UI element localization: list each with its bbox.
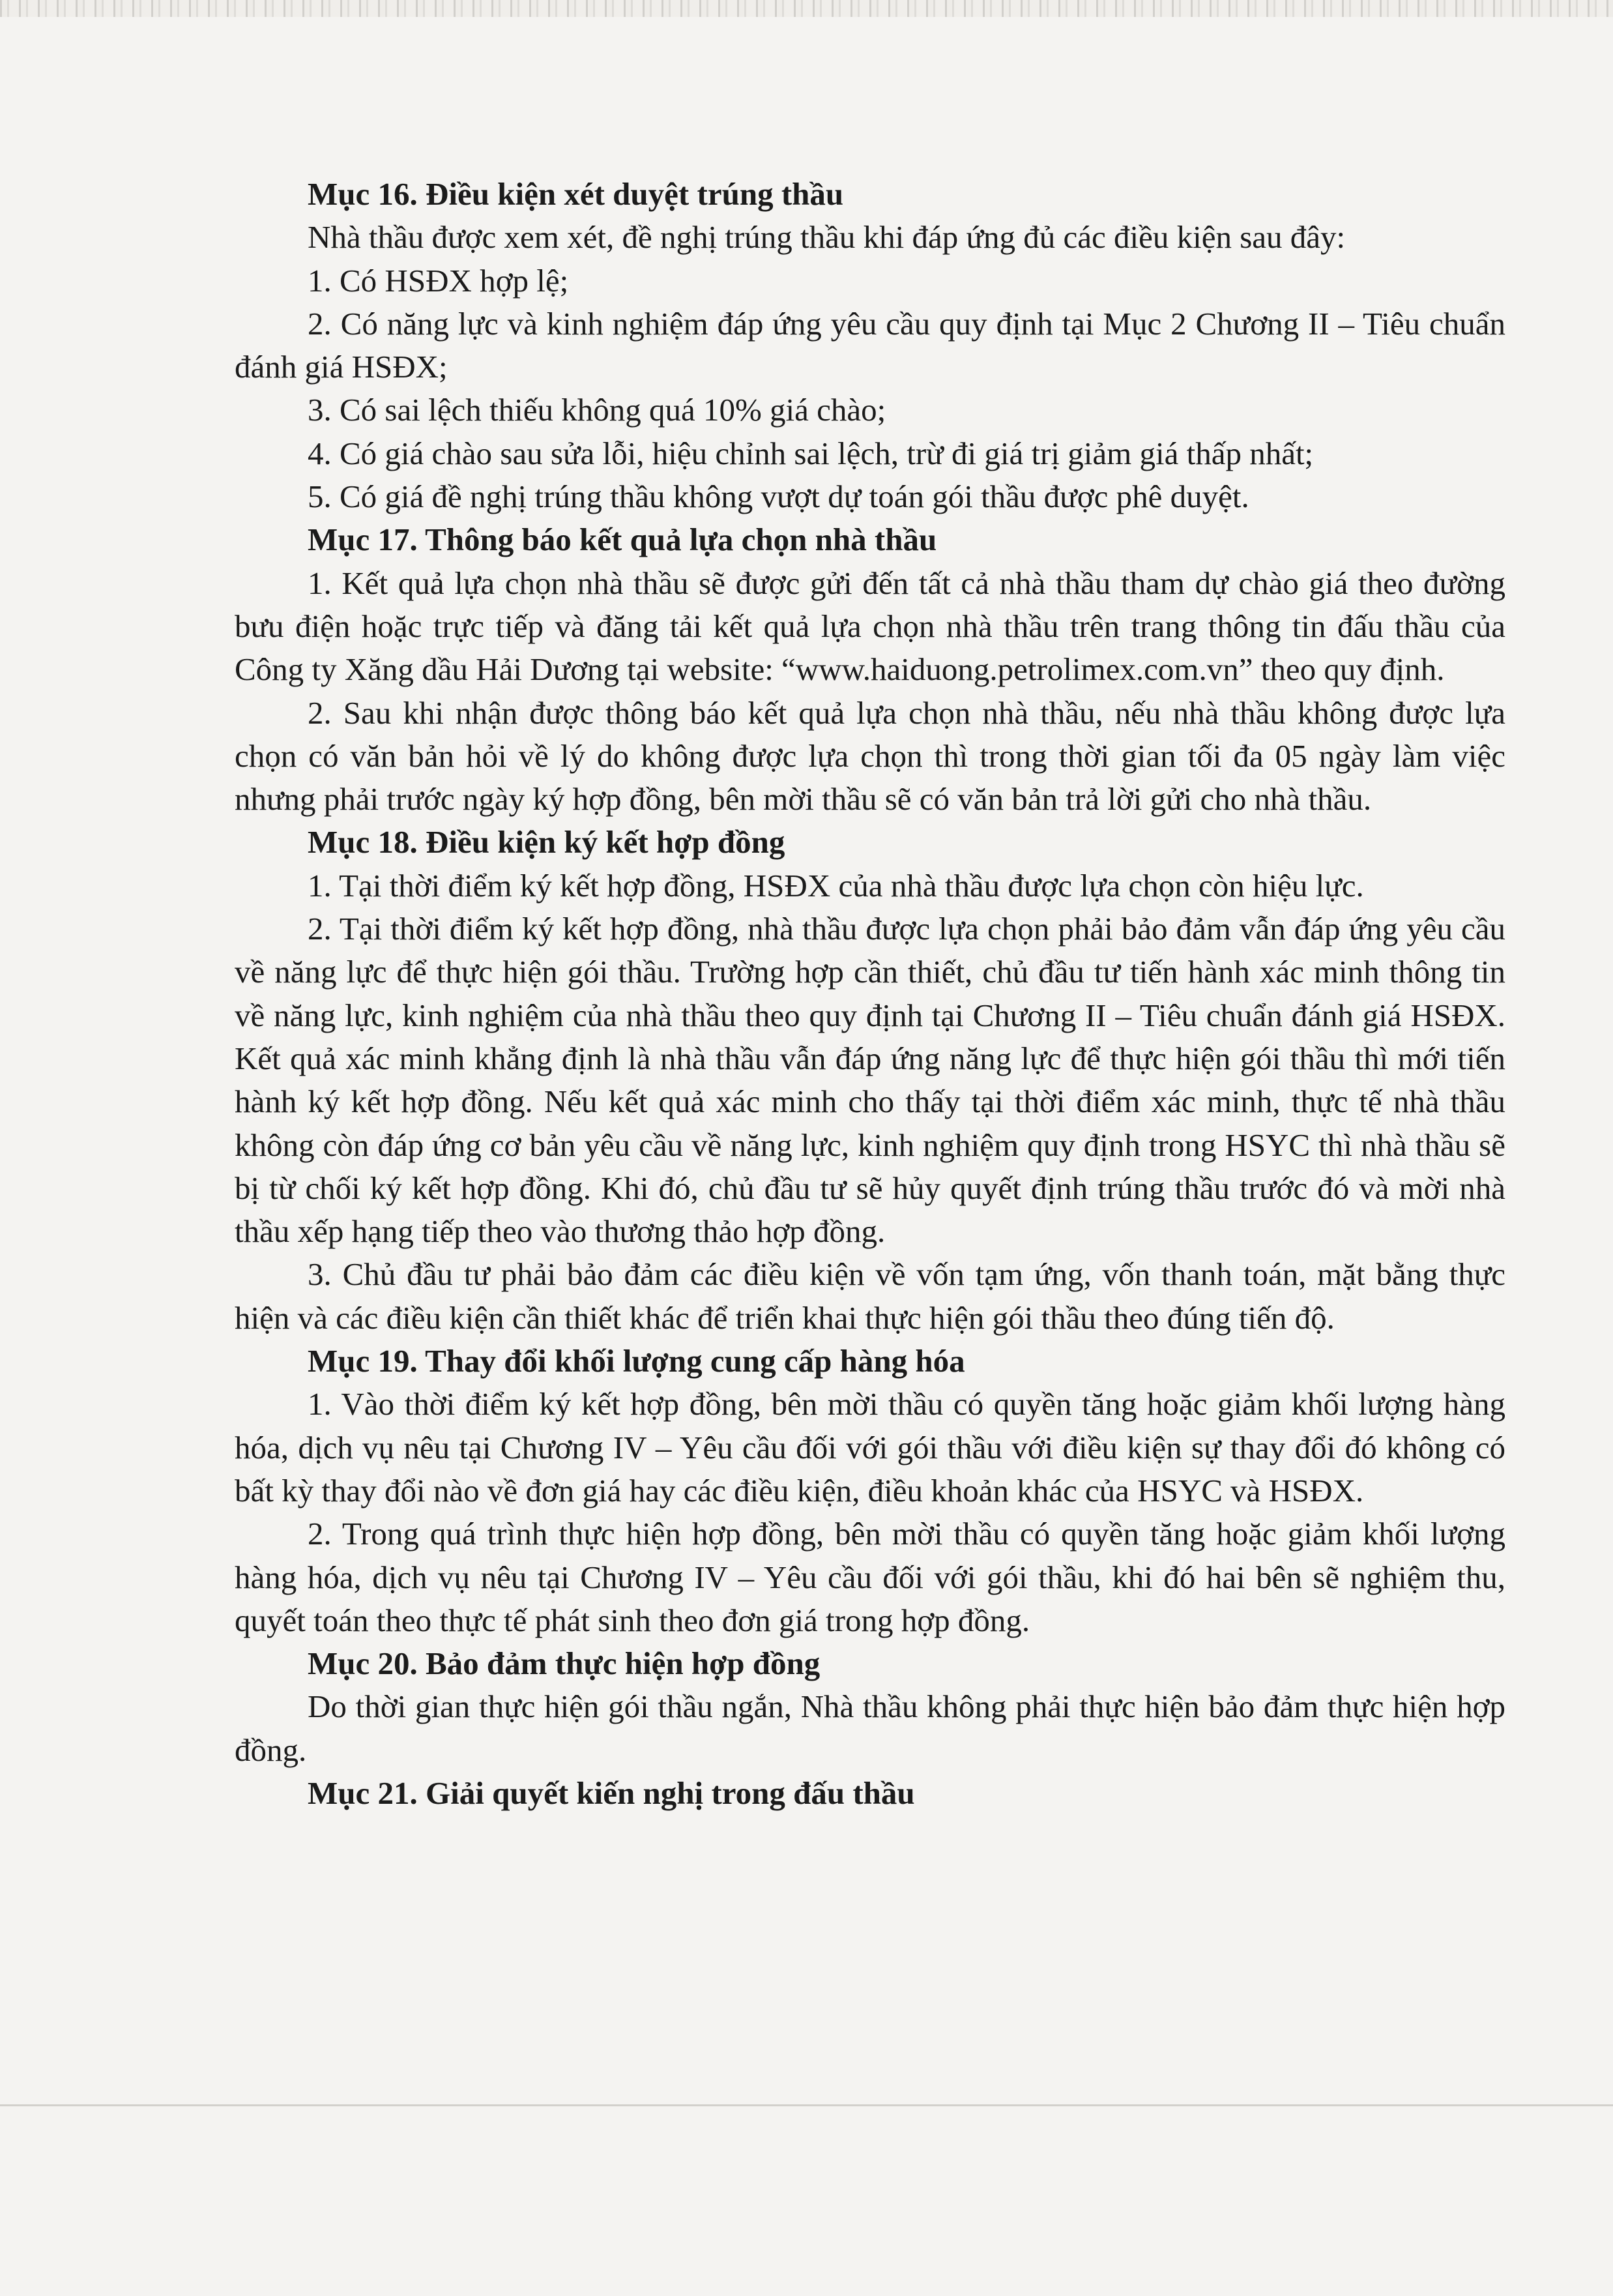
- section-16-item-4: 4. Có giá chào sau sửa lỗi, hiệu chỉnh sai lệch, trừ đi giá trị giảm giá thấp nhất;: [308, 435, 1314, 471]
- section-16-item-5: 5. Có giá đề nghị trúng thầu không vượt dự toán gói thầu được phê duyệt.: [308, 478, 1249, 515]
- section-20-paragraph-1: Do thời gian thực hiện gói thầu ngắn, Nhà thầu không phải thực hiện bảo đảm thực hiện hợp đồng.: [235, 1688, 1505, 1768]
- section-17-paragraph-1: 1. Kết quả lựa chọn nhà thầu sẽ được gửi đến tất cả nhà thầu tham dự chào giá theo đường bưu điện hoặc trực tiếp và đăng tải kết quả lựa chọn nhà thầu trên trang thông tin đấu thầu của Công ty Xăng dầu Hải Dương tại website: “www.haiduong.petrolimex.com.vn” theo quy định.: [235, 565, 1505, 688]
- section-18-heading: Mục 18. Điều kiện ký kết hợp đồng: [308, 824, 785, 861]
- section-18-paragraph-1: 1. Tại thời điểm ký kết hợp đồng, HSĐX của nhà thầu được lựa chọn còn hiệu lực.: [308, 867, 1364, 904]
- section-19-paragraph-2: 2. Trong quá trình thực hiện hợp đồng, bên mời thầu có quyền tăng hoặc giảm khối lượng hàng hóa, dịch vụ nêu tại Chương IV – Yêu cầu đối với gói thầu, khi đó hai bên sẽ nghiệm thu, quyết toán theo thực tế phát sinh theo đơn giá trong hợp đồng.: [235, 1516, 1505, 1638]
- section-17-heading: Mục 17. Thông báo kết quả lựa chọn nhà thầu: [308, 522, 937, 558]
- section-16-intro: Nhà thầu được xem xét, đề nghị trúng thầu khi đáp ứng đủ các điều kiện sau đây:: [308, 219, 1346, 256]
- section-20-heading: Mục 20. Bảo đảm thực hiện hợp đồng: [308, 1645, 821, 1682]
- section-18-paragraph-2: 2. Tại thời điểm ký kết hợp đồng, nhà thầu được lựa chọn phải bảo đảm vẫn đáp ứng yêu cầu về năng lực để thực hiện gói thầu. Trường hợp cần thiết, chủ đầu tư tiến hành xác minh thông tin về năng lực, kinh nghiệm của nhà thầu theo quy định tại Chương II – Tiêu chuẩn đánh giá HSĐX. Kết quả xác minh khẳng định là nhà thầu vẫn đáp ứng năng lực để thực hiện gói thầu thì mới tiến hành ký kết hợp đồng. Nếu kết quả xác minh cho thấy tại thời điểm xác minh, thực tế nhà thầu không còn đáp ứng cơ bản yêu cầu về năng lực, kinh nghiệm quy định trong HSYC thì nhà thầu sẽ bị từ chối ký kết hợp đồng. Khi đó, chủ đầu tư sẽ hủy quyết định trúng thầu trước đó và mời nhà thầu xếp hạng tiếp theo vào thương thảo hợp đồng.: [235, 911, 1505, 1250]
- section-16-heading: Mục 16. Điều kiện xét duyệt trúng thầu: [308, 176, 844, 212]
- document-page: [235, 173, 1505, 1815]
- section-19-paragraph-1: 1. Vào thời điểm ký kết hợp đồng, bên mời thầu có quyền tăng hoặc giảm khối lượng hàng hóa, dịch vụ nêu tại Chương IV – Yêu cầu đối với gói thầu với điều kiện sự thay đổi đó không có bất kỳ thay đổi nào về đơn giá hay các điều kiện, điều khoản khác của HSYC và HSĐX.: [235, 1386, 1505, 1509]
- section-19-heading: Mục 19. Thay đổi khối lượng cung cấp hàng hóa: [308, 1343, 965, 1379]
- section-16-item-3: 3. Có sai lệch thiếu không quá 10% giá chào;: [308, 392, 886, 428]
- section-16-item-2: 2. Có năng lực và kinh nghiệm đáp ứng yêu cầu quy định tại Mục 2 Chương II – Tiêu chuẩn đánh giá HSĐX;: [235, 305, 1505, 385]
- section-21-heading: Mục 21. Giải quyết kiến nghị trong đấu thầu: [308, 1774, 915, 1811]
- scan-edge-artifact: [0, 0, 1613, 17]
- section-17-paragraph-2: 2. Sau khi nhận được thông báo kết quả lựa chọn nhà thầu, nếu nhà thầu không được lựa chọn có văn bản hỏi về lý do không được lựa chọn thì trong thời gian tối đa 05 ngày làm việc nhưng phải trước ngày ký hợp đồng, bên mời thầu sẽ có văn bản trả lời gửi cho nhà thầu.: [235, 694, 1505, 817]
- section-16-item-1: 1. Có HSĐX hợp lệ;: [308, 262, 569, 299]
- section-18-paragraph-3: 3. Chủ đầu tư phải bảo đảm các điều kiện về vốn tạm ứng, vốn thanh toán, mặt bằng thực hiện và các điều kiện cần thiết khác để triển khai thực hiện gói thầu theo đúng tiến độ.: [235, 1256, 1505, 1336]
- page-divider: [0, 2104, 1613, 2106]
